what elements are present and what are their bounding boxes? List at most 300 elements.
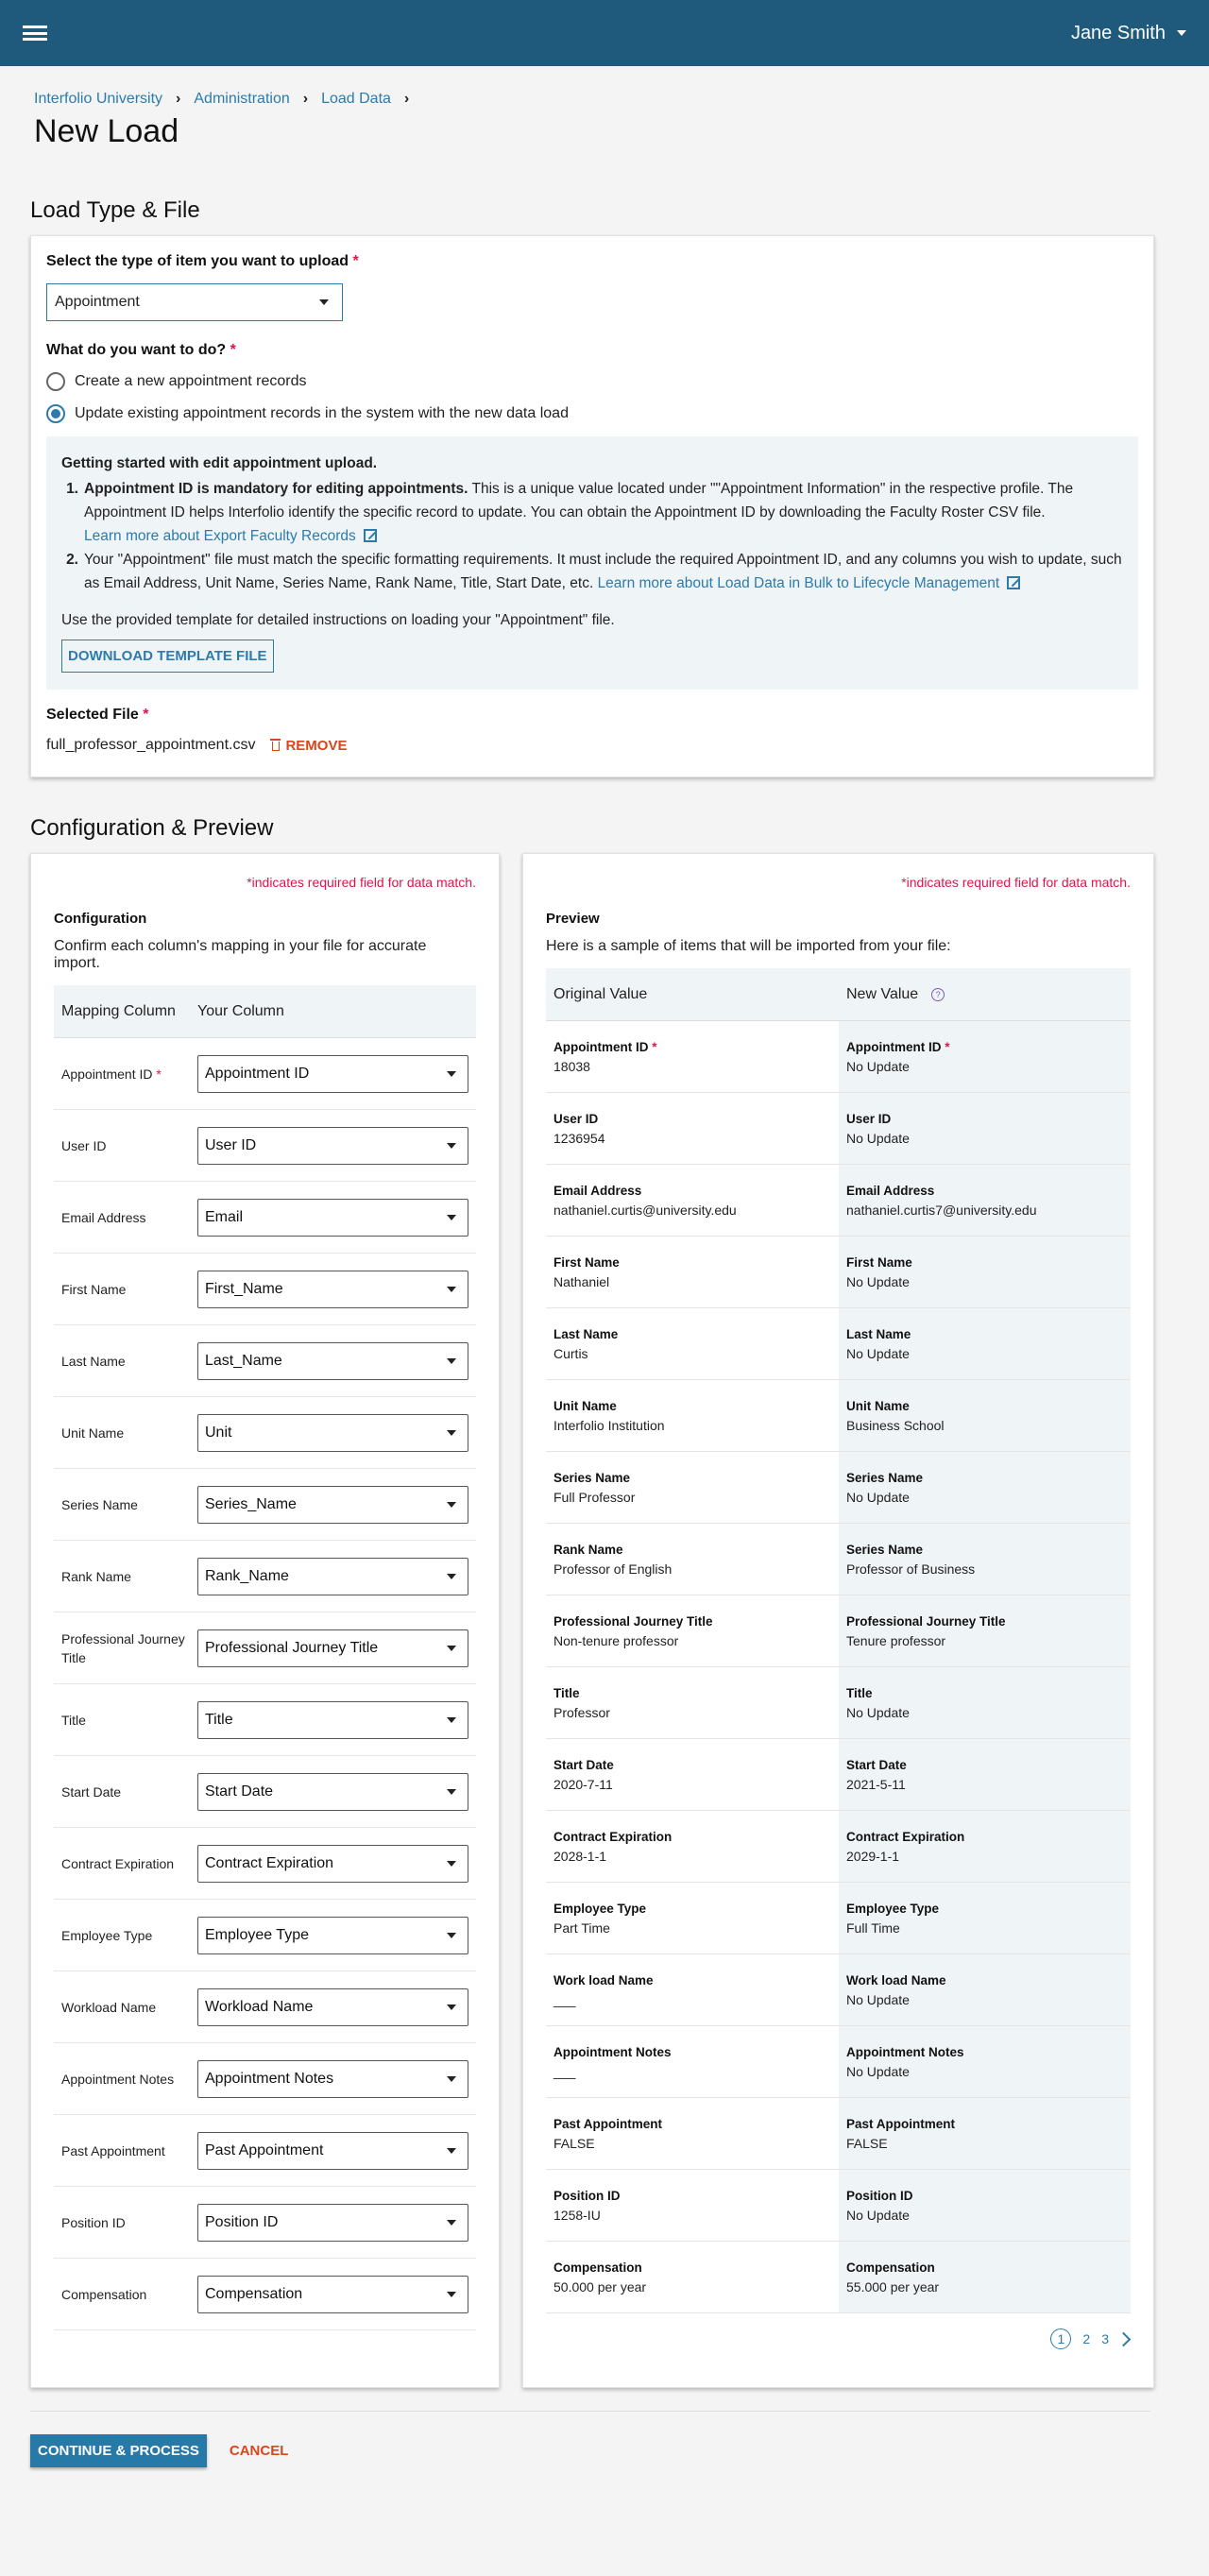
item-type-select[interactable] — [46, 283, 343, 321]
new-value-cell — [839, 1452, 1131, 1523]
mapping-column-label: Workload Name — [61, 1999, 157, 2015]
column-select[interactable] — [197, 1055, 468, 1093]
preview-row — [546, 2242, 1131, 2313]
mapping-column-label: Professional Journey Title — [61, 1630, 185, 1665]
field-value: Part Time — [553, 1920, 610, 1936]
column-select-value: Appointment ID — [205, 1065, 310, 1082]
your-column-cell — [197, 2132, 476, 2170]
remove-label: REMOVE — [285, 737, 348, 754]
field-label: Series Name — [846, 1471, 924, 1485]
field-value: No Update — [846, 1131, 910, 1146]
header-your-column: Your Column — [197, 1002, 284, 1019]
new-value-cell — [839, 1093, 1131, 1164]
mapping-column-label: Title — [61, 1712, 86, 1728]
new-value-cell — [839, 1667, 1131, 1738]
field-label: Title — [553, 1686, 580, 1700]
field-value: No Update — [846, 2064, 910, 2079]
list-number: 2. — [66, 552, 78, 568]
original-value-cell — [546, 1093, 839, 1164]
mapping-row — [54, 1182, 476, 1254]
caret-down-icon — [447, 2076, 456, 2082]
chevron-right-icon: › — [403, 91, 410, 107]
original-value-cell — [546, 1667, 839, 1738]
breadcrumb-load-data[interactable]: Load Data — [321, 91, 391, 107]
column-select[interactable] — [197, 1199, 468, 1237]
original-value-cell — [546, 2242, 839, 2312]
preview-row — [546, 1380, 1131, 1452]
required-asterisk: * — [230, 342, 236, 358]
column-select-value: Workload Name — [205, 1998, 314, 2015]
field-value: No Update — [846, 1346, 910, 1361]
field-value: Curtis — [553, 1346, 588, 1361]
hamburger-menu-icon[interactable] — [23, 24, 47, 43]
field-value: Full Professor — [553, 1490, 636, 1505]
your-column-cell — [197, 1199, 476, 1237]
field-value: No Update — [846, 2208, 910, 2223]
caret-down-icon — [447, 1143, 456, 1149]
field-value: Full Time — [846, 1920, 900, 1936]
field-label: Contract Expiration — [846, 1830, 965, 1844]
radio-label: Update existing appointment records in the system with the new data load — [75, 405, 569, 421]
configuration-panel — [30, 853, 500, 2388]
field-value: 2021-5-11 — [846, 1777, 906, 1792]
preview-row — [546, 2026, 1131, 2098]
your-column-cell — [197, 1773, 476, 1811]
caret-down-icon — [447, 1933, 456, 1938]
preview-row — [546, 1667, 1131, 1739]
mapping-column-label: Unit Name — [61, 1424, 125, 1441]
your-column-cell — [197, 1629, 476, 1667]
continue-process-button[interactable]: CONTINUE & PROCESS — [30, 2434, 207, 2467]
field-label: Position ID — [846, 2189, 913, 2203]
column-select-value: Contract Expiration — [205, 1854, 334, 1871]
field-value: Professor of English — [553, 1561, 673, 1577]
config-preview-panels — [30, 853, 1154, 2388]
field-value: No Update — [846, 1992, 910, 2007]
column-select-value: Professional Journey Title — [205, 1639, 379, 1656]
mapping-column-label: Rank Name — [61, 1568, 131, 1584]
column-select[interactable] — [197, 2060, 468, 2098]
field-value: ___ — [553, 2064, 576, 2079]
field-value: Interfolio Institution — [553, 1418, 665, 1433]
mapping-column-label: Start Date — [61, 1783, 122, 1800]
field-label: Appointment ID * — [846, 1040, 950, 1054]
item-type-value: Appointment — [55, 294, 140, 310]
column-select[interactable] — [197, 1127, 468, 1165]
field-label: Start Date — [846, 1758, 907, 1772]
section-title-load-type: Load Type & File — [30, 197, 200, 223]
mapping-column-label: Last Name — [61, 1353, 126, 1369]
original-value-cell — [546, 1883, 839, 1953]
column-select[interactable] — [197, 1701, 468, 1739]
field-label: Work load Name — [553, 1973, 654, 1987]
new-value-cell — [839, 2026, 1131, 2097]
field-label: Last Name — [846, 1327, 911, 1341]
info-item-text — [84, 477, 1123, 548]
original-value-cell — [546, 1739, 839, 1810]
preview-row — [546, 1739, 1131, 1811]
column-select[interactable] — [197, 1342, 468, 1380]
mapping-column-label: User ID — [61, 1137, 107, 1153]
mapping-column-label: Employee Type — [61, 1927, 153, 1943]
page-2[interactable]: 2 — [1082, 2331, 1091, 2346]
mapping-table-header — [54, 985, 476, 1038]
page-title: New Load — [34, 113, 179, 149]
mapping-row — [54, 1612, 476, 1684]
new-value-cell — [839, 1021, 1131, 1092]
column-select-value: Last_Name — [205, 1352, 282, 1369]
field-value: Non-tenure professor — [553, 1633, 679, 1648]
field-label: Position ID — [553, 2189, 621, 2203]
preview-row — [546, 1883, 1131, 1954]
column-select-value: Unit — [205, 1424, 232, 1441]
cancel-button[interactable]: CANCEL — [229, 2443, 289, 2459]
info-item-body: Your "Appointment" file must match the specific formatting requirements. It must include the required Appointment ID, and any columns you wish to update, such as Email Address, Unit Name, Series Name, Rank Name, Title, Start Date, etc. — [84, 552, 1122, 591]
column-select-value: User ID — [205, 1136, 257, 1153]
configuration-title: Configuration — [54, 911, 147, 927]
info-list — [61, 477, 1123, 595]
column-select-value: Start Date — [205, 1783, 274, 1800]
remove-file-button[interactable] — [272, 738, 347, 754]
your-column-cell — [197, 1845, 476, 1883]
field-value: FALSE — [553, 2136, 595, 2151]
field-value: nathaniel.curtis7@university.edu — [846, 1203, 1037, 1218]
mapping-column-label: Compensation — [61, 2286, 147, 2302]
page-3[interactable]: 3 — [1101, 2331, 1109, 2346]
footer-actions — [0, 2412, 1209, 2467]
caret-down-icon — [447, 1358, 456, 1364]
info-item-bold: Appointment ID is mandatory for editing appointments. — [84, 481, 468, 497]
your-column-cell — [197, 1055, 476, 1093]
preview-table-header — [546, 968, 1131, 1021]
column-select[interactable] — [197, 1773, 468, 1811]
column-select[interactable] — [197, 2276, 468, 2313]
field-value: No Update — [846, 1705, 910, 1720]
your-column-cell — [197, 2060, 476, 2098]
load-type-card — [30, 235, 1154, 777]
column-select[interactable] — [197, 1271, 468, 1308]
field-value: 50.000 per year — [553, 2279, 647, 2295]
caret-down-icon — [447, 1861, 456, 1867]
field-label: Compensation — [846, 2260, 935, 2275]
preview-row — [546, 2098, 1131, 2170]
field-value: Nathaniel — [553, 1274, 610, 1289]
mapping-column-label: Appointment Notes — [61, 2071, 175, 2087]
breadcrumb-administration[interactable]: Administration — [194, 91, 290, 107]
field-value: No Update — [846, 1059, 910, 1074]
column-select-value: Appointment Notes — [205, 2070, 334, 2087]
column-select-value: Rank_Name — [205, 1567, 289, 1584]
preview-row — [546, 1452, 1131, 1524]
column-select-value: Title — [205, 1711, 233, 1728]
caret-down-icon — [447, 1646, 456, 1651]
mapping-column-label: Series Name — [61, 1496, 138, 1512]
field-label: First Name — [553, 1255, 620, 1270]
mapping-column-label: Contract Expiration — [61, 1855, 175, 1871]
preview-row — [546, 2170, 1131, 2242]
field-label: Appointment ID * — [553, 1040, 657, 1054]
column-select[interactable] — [197, 1558, 468, 1595]
new-value-cell — [839, 1524, 1131, 1595]
your-column-cell — [197, 1127, 476, 1165]
link-export-faculty-records[interactable]: Learn more about Export Faculty Records — [84, 528, 377, 544]
column-select[interactable] — [197, 1629, 468, 1667]
link-load-data-bulk[interactable]: Learn more about Load Data in Bulk to Lifecycle Management — [598, 575, 1021, 591]
column-select-value: Series_Name — [205, 1495, 297, 1512]
preview-row — [546, 1595, 1131, 1667]
mapping-row — [54, 2187, 476, 2259]
column-select-value: Position ID — [205, 2213, 279, 2230]
new-value-cell — [839, 2098, 1131, 2169]
required-asterisk: * — [652, 1040, 657, 1054]
header-original-value: Original Value — [553, 985, 648, 1002]
required-asterisk: * — [945, 1040, 950, 1054]
field-label: Series Name — [846, 1543, 924, 1557]
caret-down-icon — [447, 2005, 456, 2010]
header-new-value — [839, 986, 1131, 1003]
selected-file-row — [46, 737, 1138, 754]
mapping-column-label: Position ID — [61, 2214, 126, 2230]
field-value: Business School — [846, 1418, 945, 1433]
new-value-cell — [839, 1308, 1131, 1379]
selected-file-label: Selected File * — [46, 707, 149, 723]
chevron-right-icon: › — [176, 91, 181, 107]
field-label: Series Name — [553, 1471, 631, 1485]
field-value: 1236954 — [553, 1131, 605, 1146]
original-value-cell — [546, 1165, 839, 1236]
field-label: User ID — [553, 1112, 599, 1126]
field-label: Professional Journey Title — [846, 1614, 1006, 1629]
required-asterisk: * — [143, 707, 149, 723]
field-label: First Name — [846, 1255, 912, 1270]
mapping-row — [54, 1325, 476, 1397]
caret-down-icon — [447, 1717, 456, 1723]
original-value-cell — [546, 1021, 839, 1092]
radio-update-existing[interactable] — [46, 404, 1138, 423]
field-label: Employee Type — [846, 1902, 940, 1916]
preview-row — [546, 1093, 1131, 1165]
required-asterisk: * — [156, 1066, 162, 1082]
new-value-cell — [839, 2242, 1131, 2312]
mapping-row — [54, 1971, 476, 2043]
caret-down-icon — [447, 1789, 456, 1795]
original-value-cell — [546, 2170, 839, 2241]
required-note: *indicates required field for data match. — [901, 875, 1131, 890]
new-value-cell — [839, 1811, 1131, 1882]
mapping-row — [54, 1541, 476, 1612]
field-label: Unit Name — [846, 1399, 910, 1413]
mapping-row — [54, 2259, 476, 2330]
radio-button-checked[interactable] — [46, 404, 65, 423]
info-item — [61, 548, 1123, 595]
your-column-cell — [197, 1414, 476, 1452]
section-title-config-preview: Configuration & Preview — [30, 815, 274, 841]
mapping-row — [54, 1828, 476, 1900]
original-value-cell — [546, 1452, 839, 1523]
preview-description: Here is a sample of items that will be imported from your file: — [546, 938, 951, 954]
field-label: Compensation — [553, 2260, 642, 2275]
caret-down-icon — [447, 1287, 456, 1292]
preview-panel — [522, 853, 1154, 2388]
mapping-column-label: Appointment ID * — [61, 1066, 162, 1082]
column-select[interactable] — [197, 2204, 468, 2242]
help-icon[interactable]: ? — [931, 988, 945, 1001]
info-box — [46, 436, 1138, 690]
field-value: FALSE — [846, 2136, 888, 2151]
preview-row — [546, 1954, 1131, 2026]
chevron-right-icon: › — [302, 91, 309, 107]
mapping-row — [54, 1469, 476, 1541]
field-label: Rank Name — [553, 1543, 623, 1557]
field-value: 1258-IU — [553, 2208, 601, 2223]
mapping-row — [54, 1038, 476, 1110]
field-value: ___ — [553, 1992, 576, 2007]
field-label: Unit Name — [553, 1399, 617, 1413]
download-template-button[interactable]: DOWNLOAD TEMPLATE FILE — [61, 640, 274, 673]
column-select-value: First_Name — [205, 1280, 283, 1297]
external-link-icon — [1007, 576, 1020, 589]
field-label: Past Appointment — [553, 2117, 663, 2131]
chevron-down-icon — [1177, 30, 1186, 36]
field-value: Tenure professor — [846, 1633, 946, 1648]
new-value-cell — [839, 2170, 1131, 2241]
mapping-row — [54, 1397, 476, 1469]
item-type-label: Select the type of item you want to upload * — [46, 253, 359, 269]
original-value-cell — [546, 1595, 839, 1666]
caret-down-icon — [447, 2220, 456, 2226]
original-value-cell — [546, 1954, 839, 2025]
file-name: full_professor_appointment.csv — [46, 737, 256, 753]
field-value: No Update — [846, 1274, 910, 1289]
user-name: Jane Smith — [1070, 22, 1166, 43]
field-label: Appointment Notes — [553, 2045, 672, 2059]
field-label: Email Address — [553, 1184, 642, 1198]
field-label: Work load Name — [846, 1973, 946, 1987]
field-value: nathaniel.curtis@university.edu — [553, 1203, 737, 1218]
column-select-value: Compensation — [205, 2285, 303, 2302]
original-value-cell — [546, 2098, 839, 2169]
preview-row — [546, 1811, 1131, 1883]
new-value-cell — [839, 1954, 1131, 2025]
caret-down-icon — [447, 2148, 456, 2154]
field-label: Title — [846, 1686, 873, 1700]
field-value: 2020-7-11 — [553, 1777, 613, 1792]
your-column-cell — [197, 1558, 476, 1595]
field-label: Email Address — [846, 1184, 935, 1198]
new-value-cell — [839, 1165, 1131, 1236]
field-value: Professor — [553, 1705, 610, 1720]
new-value-cell — [839, 1380, 1131, 1451]
new-value-cell — [839, 1739, 1131, 1810]
preview-title: Preview — [546, 911, 600, 927]
field-value: 55.000 per year — [846, 2279, 940, 2295]
column-select[interactable] — [197, 1414, 468, 1452]
column-select-value: Past Appointment — [205, 2141, 324, 2158]
field-label: Last Name — [553, 1327, 619, 1341]
caret-down-icon — [447, 1430, 456, 1436]
original-value-cell — [546, 2026, 839, 2097]
info-item — [61, 477, 1123, 548]
mapping-row — [54, 1254, 476, 1325]
radio-label: Create a new appointment records — [75, 373, 307, 389]
pagination — [546, 2329, 1131, 2349]
mapping-column-label: First Name — [61, 1281, 127, 1297]
header-mapping-column: Mapping Column — [61, 1002, 176, 1019]
caret-down-icon — [447, 1215, 456, 1220]
column-select-value: Employee Type — [205, 1926, 309, 1943]
radio-button[interactable] — [46, 372, 65, 391]
your-column-cell — [197, 2204, 476, 2242]
your-column-cell — [197, 1271, 476, 1308]
preview-row — [546, 1165, 1131, 1237]
trash-icon — [272, 742, 280, 751]
caret-down-icon — [447, 1574, 456, 1579]
mapping-row — [54, 1900, 476, 1971]
caret-down-icon — [447, 1071, 456, 1077]
info-item-body: This is a unique value located under ""Appointment Information" in the respective profile. The Appointment ID helps Interfolio identify the specific record to update. You can obtain the Appointment ID by downloading the Faculty Roster CSV file. — [84, 481, 1074, 520]
field-label: Employee Type — [553, 1902, 647, 1916]
field-label: Contract Expiration — [553, 1830, 673, 1844]
action-label: What do you want to do? * — [46, 342, 236, 358]
page-1[interactable]: 1 — [1050, 2329, 1071, 2349]
field-label: Past Appointment — [846, 2117, 956, 2131]
preview-row — [546, 1524, 1131, 1595]
mapping-row — [54, 1756, 476, 1828]
mapping-row — [54, 1684, 476, 1756]
original-value-cell — [546, 1237, 839, 1307]
caret-down-icon — [447, 1502, 456, 1508]
preview-row — [546, 1237, 1131, 1308]
user-menu[interactable] — [1071, 23, 1186, 44]
column-select[interactable] — [197, 1486, 468, 1524]
column-select[interactable] — [197, 1845, 468, 1883]
mapping-row — [54, 1110, 476, 1182]
breadcrumb-university[interactable]: Interfolio University — [34, 91, 163, 107]
field-value: 18038 — [553, 1059, 590, 1074]
chevron-right-icon[interactable] — [1116, 2331, 1132, 2346]
caret-down-icon — [319, 299, 329, 305]
field-label: User ID — [846, 1112, 892, 1126]
field-value: 2029-1-1 — [846, 1849, 900, 1864]
top-bar — [0, 0, 1209, 66]
column-select[interactable] — [197, 1988, 468, 2026]
field-value: 2028-1-1 — [553, 1849, 607, 1864]
original-value-cell — [546, 1308, 839, 1379]
your-column-cell — [197, 1486, 476, 1524]
column-select[interactable] — [197, 2132, 468, 2170]
breadcrumb — [0, 66, 1209, 108]
field-label: Appointment Notes — [846, 2045, 964, 2059]
external-link-icon — [364, 529, 377, 542]
your-column-cell — [197, 2276, 476, 2313]
your-column-cell — [197, 1701, 476, 1739]
your-column-cell — [197, 1342, 476, 1380]
preview-row — [546, 1021, 1131, 1093]
list-number: 1. — [66, 481, 78, 497]
column-select[interactable] — [197, 1917, 468, 1954]
configuration-description: Confirm each column's mapping in your file for accurate import. — [54, 938, 427, 971]
field-value: No Update — [846, 1490, 910, 1505]
mapping-row — [54, 2043, 476, 2115]
mapping-row — [54, 2115, 476, 2187]
new-value-cell — [839, 1595, 1131, 1666]
radio-create-new[interactable] — [46, 372, 1138, 391]
caret-down-icon — [447, 2292, 456, 2297]
your-column-cell — [197, 1988, 476, 2026]
preview-row — [546, 1308, 1131, 1380]
original-value-cell — [546, 1524, 839, 1595]
info-item-text — [84, 548, 1123, 595]
